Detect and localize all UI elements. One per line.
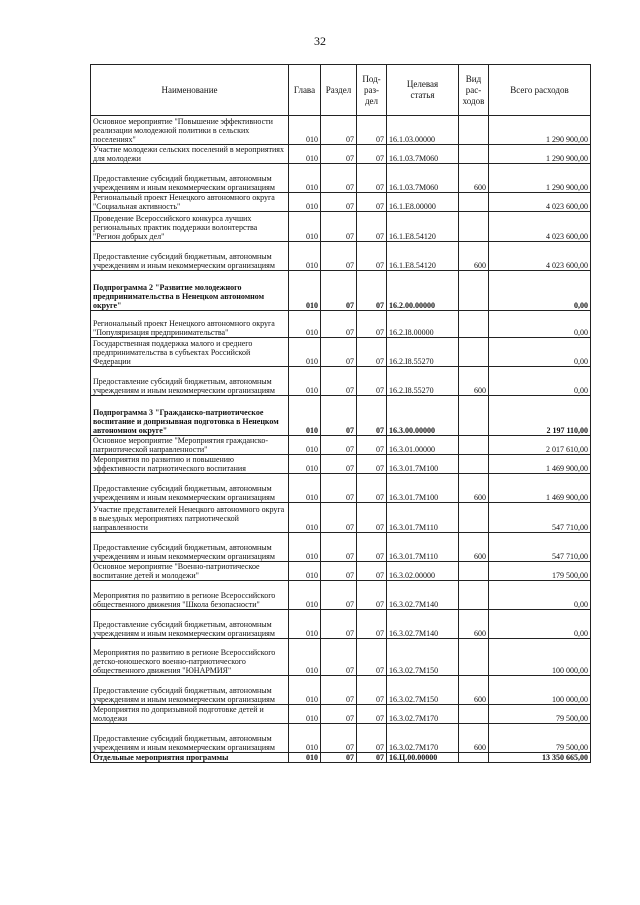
cell-csr: 16.3.01.7М100 [387, 474, 459, 503]
cell-name: Предоставление субсидий бюджетным, автономным учреждениям и иным некоммерческим организациям [91, 676, 289, 705]
cell-name: Государственная поддержка малого и среднего предпринимательства в субъектах Российской Федерации [91, 338, 289, 367]
cell-csr: 16.3.01.7М110 [387, 533, 459, 562]
header-name: Наименование [91, 65, 289, 116]
cell-razdel: 07 [321, 562, 357, 581]
cell-vid: 600 [459, 610, 489, 639]
cell-csr: 16.3.01.7М110 [387, 503, 459, 533]
cell-csr: 16.1.Е8.00000 [387, 193, 459, 212]
cell-total: 0,00 [489, 338, 591, 367]
budget-table [90, 64, 591, 763]
table-row [91, 396, 591, 436]
cell-csr: 16.Ц.00.00000 [387, 753, 459, 763]
table-row [91, 338, 591, 367]
cell-razdel: 07 [321, 145, 357, 164]
cell-glava: 010 [289, 724, 321, 753]
cell-glava: 010 [289, 193, 321, 212]
cell-podrazdel: 07 [357, 581, 387, 610]
cell-name: Предоставление субсидий бюджетным, автономным учреждениям и иным некоммерческим организациям [91, 610, 289, 639]
table-row [91, 676, 591, 705]
cell-glava: 010 [289, 474, 321, 503]
cell-csr: 16.2.I8.55270 [387, 367, 459, 396]
cell-razdel: 07 [321, 396, 357, 436]
cell-name: Мероприятия по развитию в регионе Всероссийского общественного движения "Школа безопасности" [91, 581, 289, 610]
table-row [91, 455, 591, 474]
cell-vid [459, 562, 489, 581]
table-row [91, 367, 591, 396]
table-row [91, 610, 591, 639]
cell-vid: 600 [459, 533, 489, 562]
cell-razdel: 07 [321, 271, 357, 311]
cell-name: Предоставление субсидий бюджетным, автономным учреждениям и иным некоммерческим организациям [91, 164, 289, 193]
cell-glava: 010 [289, 562, 321, 581]
cell-podrazdel: 07 [357, 145, 387, 164]
cell-name: Проведение Всероссийского конкурса лучших региональных практик поддержки волонтерства "Регион добрых дел" [91, 212, 289, 242]
cell-csr: 16.3.00.00000 [387, 396, 459, 436]
cell-name: Региональный проект Ненецкого автономного округа "Социальная активность" [91, 193, 289, 212]
cell-podrazdel: 07 [357, 367, 387, 396]
cell-razdel: 07 [321, 212, 357, 242]
cell-csr: 16.3.01.00000 [387, 436, 459, 455]
cell-vid [459, 271, 489, 311]
cell-vid [459, 116, 489, 145]
cell-name: Мероприятия по развитию и повышению эффективности патриотического воспитания [91, 455, 289, 474]
cell-vid [459, 212, 489, 242]
cell-glava: 010 [289, 503, 321, 533]
cell-podrazdel: 07 [357, 311, 387, 338]
cell-glava: 010 [289, 242, 321, 271]
table-header-row [91, 65, 591, 116]
cell-glava: 010 [289, 676, 321, 705]
cell-razdel: 07 [321, 753, 357, 763]
cell-total: 79 500,00 [489, 724, 591, 753]
cell-csr: 16.3.02.7М140 [387, 610, 459, 639]
cell-glava: 010 [289, 639, 321, 676]
cell-csr: 16.1.03.00000 [387, 116, 459, 145]
cell-razdel: 07 [321, 455, 357, 474]
cell-glava: 010 [289, 581, 321, 610]
cell-total: 13 350 665,00 [489, 753, 591, 763]
cell-podrazdel: 07 [357, 562, 387, 581]
cell-vid [459, 705, 489, 724]
cell-razdel: 07 [321, 705, 357, 724]
cell-vid: 600 [459, 242, 489, 271]
cell-vid [459, 455, 489, 474]
cell-csr: 16.1.Е8.54120 [387, 242, 459, 271]
cell-glava: 010 [289, 753, 321, 763]
cell-razdel: 07 [321, 338, 357, 367]
cell-csr: 16.2.00.00000 [387, 271, 459, 311]
table-row [91, 753, 591, 763]
cell-total: 0,00 [489, 610, 591, 639]
page-number: 32 [314, 34, 326, 48]
header-total: Всего расходов [489, 65, 591, 116]
cell-vid [459, 396, 489, 436]
cell-podrazdel: 07 [357, 533, 387, 562]
cell-vid: 600 [459, 724, 489, 753]
cell-name: Подпрограмма 2 "Развитие молодежного предпринимательства в Ненецком автономном округе" [91, 271, 289, 311]
cell-podrazdel: 07 [357, 396, 387, 436]
cell-total: 1 469 900,00 [489, 474, 591, 503]
cell-name: Отдельные мероприятия программы [91, 753, 289, 763]
table-row [91, 212, 591, 242]
cell-razdel: 07 [321, 193, 357, 212]
cell-total: 0,00 [489, 311, 591, 338]
header-csr: Целевая статья [387, 65, 459, 116]
cell-name: Мероприятия по допризывной подготовке детей и молодежи [91, 705, 289, 724]
cell-podrazdel: 07 [357, 212, 387, 242]
cell-razdel: 07 [321, 436, 357, 455]
cell-total: 2 197 110,00 [489, 396, 591, 436]
cell-total: 179 500,00 [489, 562, 591, 581]
cell-name: Мероприятия по развитию в регионе Всероссийского детско-юношеского военно-патриотического общественного движения "ЮНАРМИЯ" [91, 639, 289, 676]
cell-glava: 010 [289, 396, 321, 436]
cell-glava: 010 [289, 455, 321, 474]
cell-podrazdel: 07 [357, 503, 387, 533]
cell-total: 4 023 600,00 [489, 212, 591, 242]
cell-vid: 600 [459, 676, 489, 705]
cell-glava: 010 [289, 533, 321, 562]
table-row [91, 562, 591, 581]
cell-glava: 010 [289, 705, 321, 724]
table-row [91, 724, 591, 753]
cell-vid [459, 639, 489, 676]
cell-total: 4 023 600,00 [489, 193, 591, 212]
table-row [91, 242, 591, 271]
table-row [91, 581, 591, 610]
table-row [91, 503, 591, 533]
cell-razdel: 07 [321, 242, 357, 271]
cell-total: 2 017 610,00 [489, 436, 591, 455]
cell-podrazdel: 07 [357, 639, 387, 676]
cell-razdel: 07 [321, 581, 357, 610]
cell-csr: 16.3.02.7М170 [387, 705, 459, 724]
cell-total: 79 500,00 [489, 705, 591, 724]
cell-total: 1 290 900,00 [489, 164, 591, 193]
cell-total: 100 000,00 [489, 676, 591, 705]
cell-vid [459, 753, 489, 763]
cell-podrazdel: 07 [357, 724, 387, 753]
header-podrazdel: Под- раз- дел [357, 65, 387, 116]
cell-name: Предоставление субсидий бюджетным, автономным учреждениям и иным некоммерческим организациям [91, 724, 289, 753]
cell-razdel: 07 [321, 639, 357, 676]
table-row [91, 474, 591, 503]
cell-name: Основное мероприятие "Повышение эффективности реализации молодежной политики в сельских поселениях" [91, 116, 289, 145]
table-row [91, 164, 591, 193]
cell-razdel: 07 [321, 724, 357, 753]
cell-vid [459, 193, 489, 212]
cell-glava: 010 [289, 367, 321, 396]
cell-total: 0,00 [489, 271, 591, 311]
cell-csr: 16.3.02.7М170 [387, 724, 459, 753]
table-row [91, 533, 591, 562]
cell-razdel: 07 [321, 164, 357, 193]
cell-glava: 010 [289, 271, 321, 311]
cell-glava: 010 [289, 116, 321, 145]
header-glava: Глава [289, 65, 321, 116]
cell-vid [459, 503, 489, 533]
cell-name: Участие представителей Ненецкого автономного округа в выездных мероприятиях патриотической направленности [91, 503, 289, 533]
cell-name: Предоставление субсидий бюджетным, автономным учреждениям и иным некоммерческим организациям [91, 533, 289, 562]
cell-podrazdel: 07 [357, 610, 387, 639]
cell-podrazdel: 07 [357, 164, 387, 193]
cell-name: Предоставление субсидий бюджетным, автономным учреждениям и иным некоммерческим организациям [91, 367, 289, 396]
table-row [91, 193, 591, 212]
cell-csr: 16.2.I8.00000 [387, 311, 459, 338]
cell-vid: 600 [459, 474, 489, 503]
cell-glava: 010 [289, 436, 321, 455]
cell-csr: 16.1.03.7М060 [387, 145, 459, 164]
cell-total: 547 710,00 [489, 503, 591, 533]
cell-vid [459, 311, 489, 338]
cell-csr: 16.2.I8.55270 [387, 338, 459, 367]
table-row [91, 145, 591, 164]
cell-total: 547 710,00 [489, 533, 591, 562]
cell-razdel: 07 [321, 503, 357, 533]
table-row [91, 705, 591, 724]
cell-glava: 010 [289, 212, 321, 242]
cell-vid: 600 [459, 164, 489, 193]
cell-csr: 16.3.01.7М100 [387, 455, 459, 474]
table-row [91, 116, 591, 145]
table-row [91, 271, 591, 311]
cell-razdel: 07 [321, 116, 357, 145]
cell-csr: 16.3.02.00000 [387, 562, 459, 581]
cell-name: Основное мероприятие "Мероприятия гражданско-патриотической направленности" [91, 436, 289, 455]
cell-podrazdel: 07 [357, 676, 387, 705]
cell-podrazdel: 07 [357, 116, 387, 145]
cell-csr: 16.3.02.7М140 [387, 581, 459, 610]
table-row [91, 311, 591, 338]
cell-podrazdel: 07 [357, 474, 387, 503]
cell-razdel: 07 [321, 676, 357, 705]
table-row [91, 639, 591, 676]
cell-csr: 16.3.02.7М150 [387, 676, 459, 705]
cell-razdel: 07 [321, 367, 357, 396]
cell-podrazdel: 07 [357, 271, 387, 311]
cell-total: 0,00 [489, 367, 591, 396]
cell-glava: 010 [289, 610, 321, 639]
cell-name: Предоставление субсидий бюджетным, автономным учреждениям и иным некоммерческим организациям [91, 242, 289, 271]
cell-csr: 16.1.03.7М060 [387, 164, 459, 193]
cell-total: 1 290 900,00 [489, 145, 591, 164]
cell-glava: 010 [289, 311, 321, 338]
cell-podrazdel: 07 [357, 242, 387, 271]
cell-razdel: 07 [321, 610, 357, 639]
cell-podrazdel: 07 [357, 705, 387, 724]
cell-glava: 010 [289, 338, 321, 367]
cell-total: 1 469 900,00 [489, 455, 591, 474]
cell-razdel: 07 [321, 533, 357, 562]
cell-csr: 16.1.Е8.54120 [387, 212, 459, 242]
header-razdel: Раздел [321, 65, 357, 116]
header-vid: Вид рас- ходов [459, 65, 489, 116]
cell-vid [459, 436, 489, 455]
cell-csr: 16.3.02.7М150 [387, 639, 459, 676]
cell-name: Предоставление субсидий бюджетным, автономным учреждениям и иным некоммерческим организациям [91, 474, 289, 503]
cell-razdel: 07 [321, 311, 357, 338]
cell-podrazdel: 07 [357, 338, 387, 367]
cell-total: 4 023 600,00 [489, 242, 591, 271]
cell-razdel: 07 [321, 474, 357, 503]
cell-vid: 600 [459, 367, 489, 396]
cell-podrazdel: 07 [357, 455, 387, 474]
cell-total: 1 290 900,00 [489, 116, 591, 145]
cell-name: Региональный проект Ненецкого автономного округа "Популяризация предпринимательства" [91, 311, 289, 338]
cell-glava: 010 [289, 145, 321, 164]
cell-vid [459, 145, 489, 164]
table-row [91, 436, 591, 455]
cell-glava: 010 [289, 164, 321, 193]
cell-name: Участие молодежи сельских поселений в мероприятиях для молодежи [91, 145, 289, 164]
cell-vid [459, 581, 489, 610]
cell-podrazdel: 07 [357, 193, 387, 212]
cell-podrazdel: 07 [357, 753, 387, 763]
cell-vid [459, 338, 489, 367]
cell-total: 0,00 [489, 581, 591, 610]
cell-podrazdel: 07 [357, 436, 387, 455]
cell-name: Основное мероприятие "Военно-патриотическое воспитание детей и молодежи" [91, 562, 289, 581]
cell-name: Подпрограмма 3 "Гражданско-патриотическое воспитание и допризывная подготовка в Ненецком автономном округе" [91, 396, 289, 436]
cell-total: 100 000,00 [489, 639, 591, 676]
